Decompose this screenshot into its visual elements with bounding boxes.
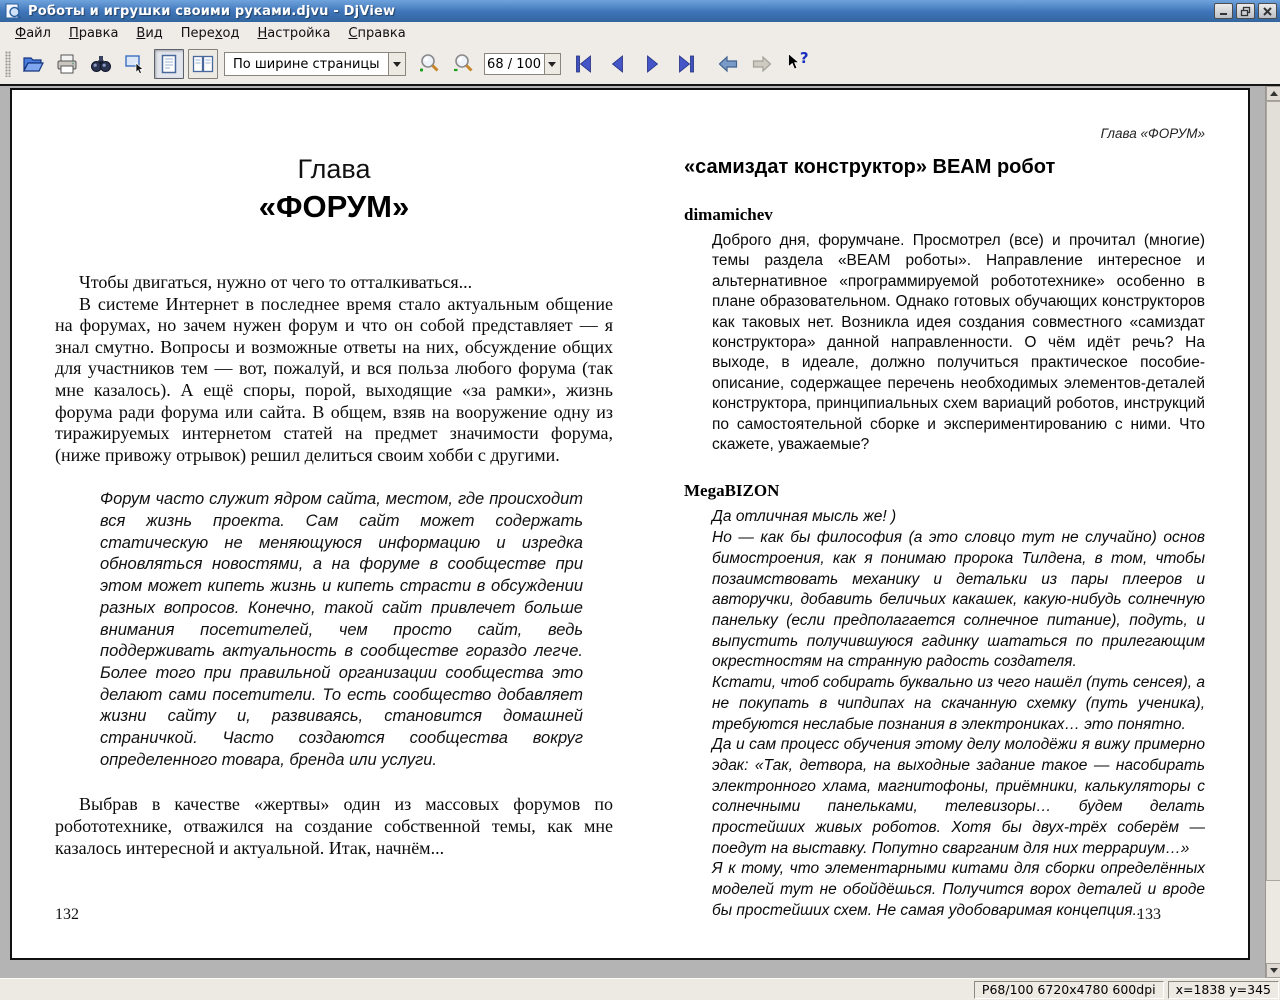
chevron-down-icon: [1270, 968, 1278, 973]
paragraph: Кстати, чтоб собирать буквально из чего нашёл (путь сенсея), а не покупать в чипдипах на скачанную схемку (путь ученика), требуются неслабые познания в электрониках… это понятно.: [712, 674, 1205, 733]
chapter-title: «ФОРУМ»: [258, 189, 410, 224]
status-page-info: P68/100 6720x4780 600dpi: [974, 981, 1164, 999]
menu-view[interactable]: Вид: [136, 25, 163, 41]
document-page-spread[interactable]: [10, 88, 1250, 960]
select-button[interactable]: [120, 49, 150, 79]
close-button[interactable]: [1258, 3, 1277, 19]
next-page-button[interactable]: [637, 49, 667, 79]
prev-page-icon: [606, 52, 630, 76]
page-number-left: 132: [55, 906, 79, 923]
find-button[interactable]: [86, 49, 116, 79]
paragraph: Да и сам процесс обучения этому делу молодёжи я вижу примерно эдак: «Так, детвора, на выходные задание такое — насобирать электронного хлама, магнитофоны, приёмники, калькуляторы с солнечными панельками, телевизоры… будем делать простейших живых роботов. Хотя бы двух-трёх соберём — поедут на выставку. Попутно сварганим для них террариум…»: [712, 736, 1205, 857]
single-page-layout-button[interactable]: [154, 49, 184, 79]
paragraph: Я к тому, что элементарными китами для сборки определённых моделей тут не обойдёшься. Получится ворох деталей и вроде бы простейших схем. Не самая удобоваримая концепция..: [712, 860, 1205, 919]
app-icon: [5, 3, 22, 20]
book-page-right: [684, 90, 1205, 922]
forward-button[interactable]: [747, 49, 777, 79]
menu-help[interactable]: Справка: [348, 25, 406, 41]
zoom-mode-combobox[interactable]: [224, 52, 406, 76]
restore-icon: [1240, 6, 1251, 17]
forum-post-text: Доброго дня, форумчане. Просмотрел (все) и прочитал (многие) темы раздела «BEAM роботы». Направление интересное и альтернативное «программируемой робототехнике» особенно в плане образовательном. Однако готовых обучающих конструкторов как таковых нет. Возникла идея создания совместного «самиздат конструктора» данной направленности. О чём идёт речь? На выходе, в идеале, должно получиться практическое пособие-описание, содержащее перечень необходимых элементов-деталей конструктора, принципиальных схем вариаций роботов, инструкций по самостоятельной сборке и экспериментированию с ними. Что скажете, уважаемые?: [712, 232, 1205, 454]
document-viewport[interactable]: [0, 84, 1280, 978]
chapter-label: Глава: [297, 154, 371, 184]
scrollbar-thumb[interactable]: [1266, 101, 1280, 881]
menu-go[interactable]: Переход: [180, 25, 240, 41]
page-number-dropdown-button[interactable]: [544, 53, 561, 75]
vertical-scrollbar[interactable]: [1265, 86, 1280, 978]
minimize-button[interactable]: [1214, 3, 1233, 19]
menu-edit[interactable]: Правка: [68, 25, 119, 41]
paragraph: Чтобы двигаться, нужно от чего то отталкиваться...: [79, 272, 473, 292]
title-bar: [0, 0, 1280, 22]
open-button[interactable]: [18, 49, 48, 79]
facing-pages-layout-button[interactable]: [188, 49, 218, 79]
status-bar: [0, 978, 1280, 1000]
zoom-mode-value: По ширине страницы: [224, 52, 388, 76]
scroll-up-button[interactable]: [1266, 86, 1280, 101]
print-icon: [55, 52, 79, 76]
paragraph: Да отличная мысль же! ): [712, 508, 897, 526]
scroll-down-button[interactable]: [1266, 963, 1280, 978]
last-page-button[interactable]: [671, 49, 701, 79]
forum-post-text: [684, 507, 1205, 921]
restore-button[interactable]: [1236, 3, 1255, 19]
back-icon: [716, 52, 740, 76]
print-button[interactable]: [52, 49, 82, 79]
close-icon: [1262, 6, 1273, 17]
select-icon: [123, 52, 147, 76]
running-head: Глава «ФОРУМ»: [1100, 126, 1205, 141]
single-page-icon: [157, 52, 181, 76]
zoom-mode-dropdown-button[interactable]: [388, 52, 406, 76]
prev-page-button[interactable]: [603, 49, 633, 79]
zoom-in-button[interactable]: [414, 49, 444, 79]
next-page-icon: [640, 52, 664, 76]
forward-icon: [750, 52, 774, 76]
chevron-down-icon: [548, 62, 556, 67]
zoom-out-icon: [451, 52, 475, 76]
first-page-icon: [572, 52, 596, 76]
chevron-down-icon: [393, 62, 401, 67]
status-cursor-coords: x=1838 y=345: [1168, 981, 1279, 999]
help-question-glyph: ?: [799, 49, 809, 67]
window-title: Роботы и игрушки своими руками.djvu - DjView: [28, 3, 396, 19]
paragraph: В системе Интернет в последнее время стало актуальным общение на форумах, но зачем нужен форум и что он собой представляет — я знал смутно. Вопросы и возможные ответы на них, обсуждение общих для участников тем — вот, пожалуй, и вся польза любого форума (так мне казалось). А ещё споры, порой, выходящие «за рамки», жизнь форума ради форума или сайта. В общем, взяв на вооружение одну из тиражируемых интернетом статей на предмет значимости форума, (ниже привожу отрывок) решил делиться своим хобби с другими.: [55, 293, 613, 465]
menu-file[interactable]: Файл: [15, 25, 51, 41]
book-page-left: [55, 90, 613, 859]
menu-bar: [0, 22, 1280, 44]
forum-post-author: dimamichev: [684, 205, 773, 224]
menu-settings[interactable]: Настройка: [257, 25, 331, 41]
zoom-out-button[interactable]: [448, 49, 478, 79]
last-page-icon: [674, 52, 698, 76]
forum-post-author: MegaBIZON: [684, 481, 780, 501]
minimize-icon: [1218, 6, 1229, 17]
chevron-up-icon: [1270, 91, 1278, 96]
paragraph: Выбрав в качестве «жертвы» один из массовых форумов по робототехнике, отважился на создание собственной темы, как мне казалось интересной и актуальной. Итак, начнём...: [55, 794, 613, 858]
chapter-heading: [55, 154, 613, 225]
facing-pages-icon: [191, 52, 215, 76]
zoom-in-icon: [417, 52, 441, 76]
find-icon: [89, 52, 113, 76]
section-heading: «самиздат конструктор» BEAM робот: [684, 156, 1056, 178]
paragraph: Но — как бы философия (а это словцо тут не случайно) основ бимостроения, как я понимаю пророка Тилдена, в том, чтобы позаимствовать механику и детальки из пары плееров и авторучки, добавить беличьих какашек, какую-нибудь солнечную панельку (если предполагается солнечное питание), подуть, и выпустить получившуюся гадинку шататься по прилегающим окрестностям на странную радость создателя.: [712, 529, 1205, 671]
page-number-value[interactable]: 68 / 100: [484, 53, 544, 75]
block-quote: Форум часто служит ядром сайта, местом, где происходит вся жизнь проекта. Сам сайт может содержать статическую не меняющуюся информацию и изредка обновляться новостями, а на форуме в сообществе при этом может кипеть жизнь и кипеть страсти в обсуждении разных вопросов. Конечно, такой сайт привлечет больше внимания посетителей, чем просто сайт, ведь поддерживать актуальность в сообществе гораздо легче. Более того при правильной организации сообщества это делают сами посетители. То есть сообщество добавляет жизни сайту и, развиваясь, становится домашней страничкой. Часто создаются сообщества вокруг определенного товара, бренда или услуги.: [100, 490, 583, 769]
page-number-spinner[interactable]: [484, 53, 561, 75]
back-button[interactable]: [713, 49, 743, 79]
first-page-button[interactable]: [569, 49, 599, 79]
page-number-right: 133: [1137, 906, 1161, 923]
context-help-button[interactable]: [781, 49, 811, 79]
toolbar-drag-handle[interactable]: [5, 51, 11, 77]
open-icon: [21, 52, 45, 76]
toolbar: [0, 44, 1280, 84]
